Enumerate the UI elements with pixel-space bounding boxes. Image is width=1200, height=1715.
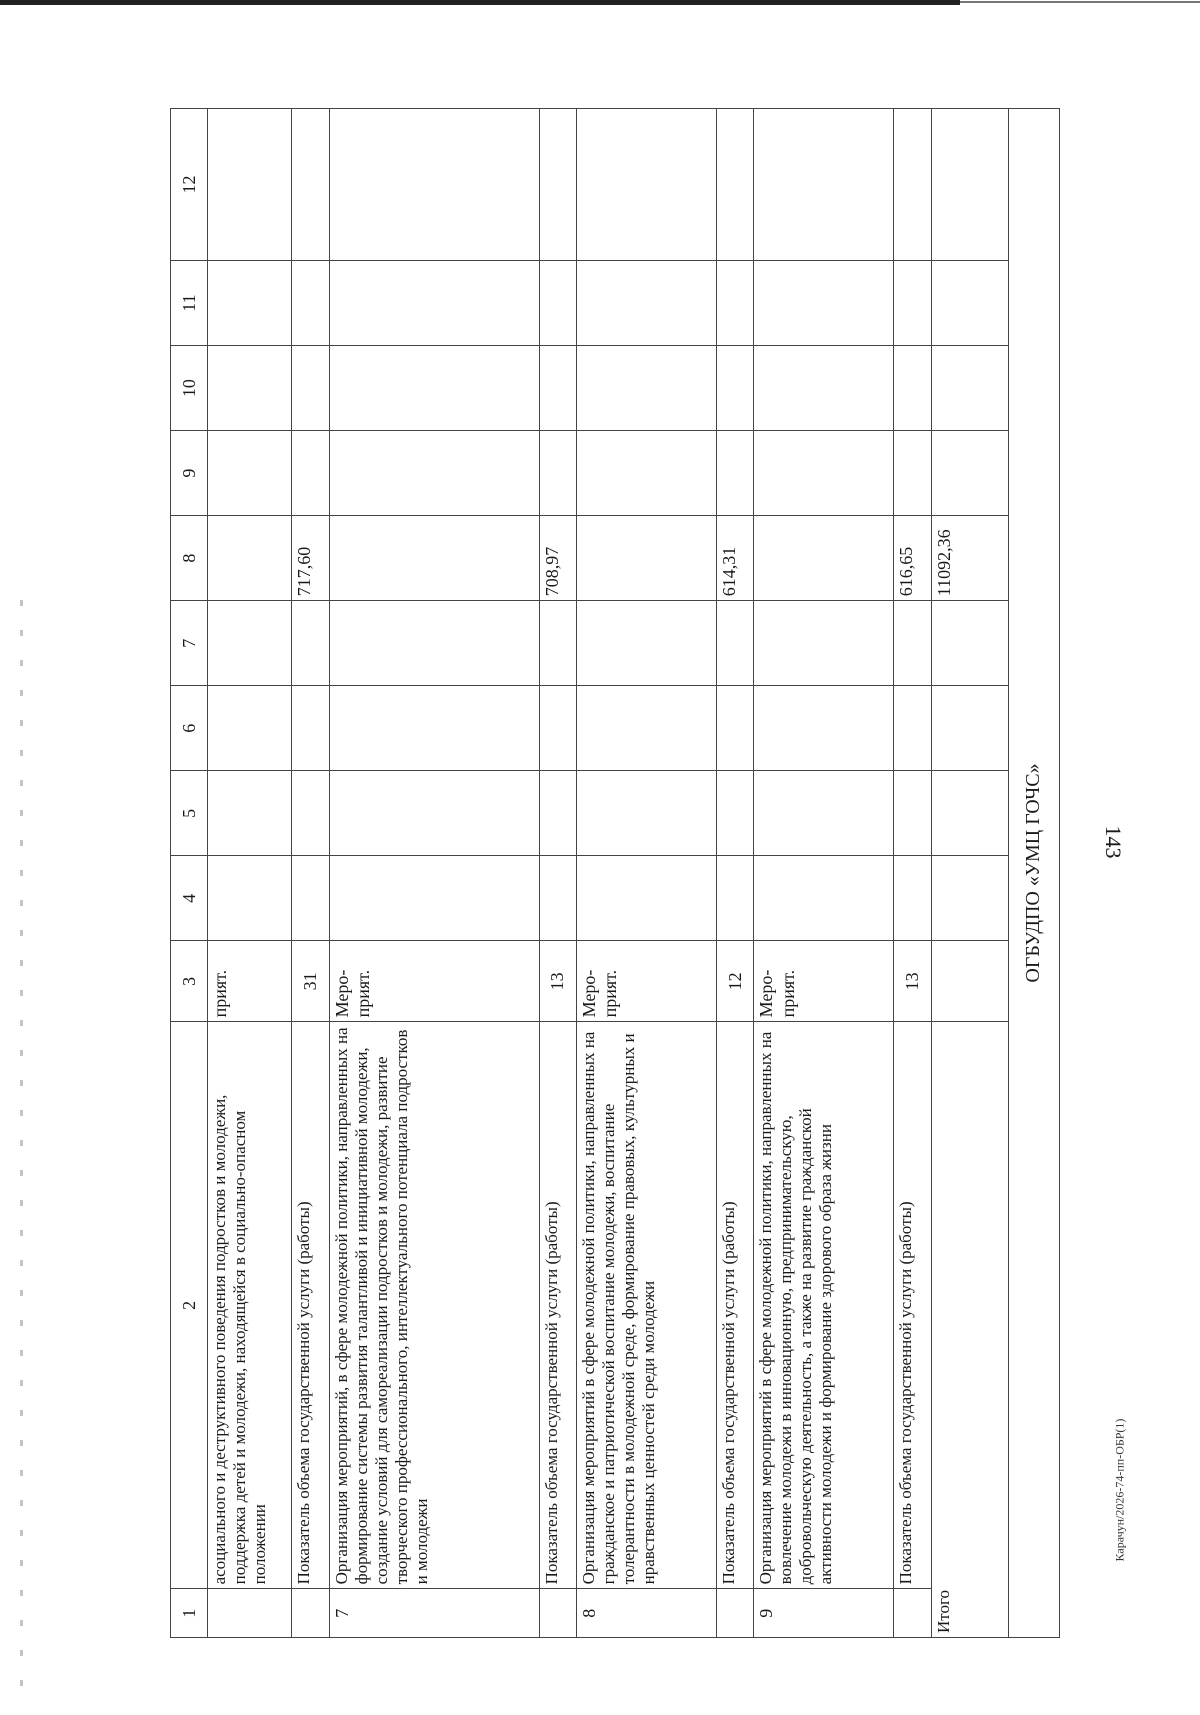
table-row xyxy=(894,109,931,1638)
row-description: Организация мероприятий, в сфере молодежной политики, направленных на формирование системы развития талантливой и инициативной молодежи, создание условий для самореализации подростков и молодежи, развитие творческого профессионального, интеллектуального потенциала подростков и молодежи xyxy=(329,1022,539,1589)
row-unit: 31 xyxy=(292,941,329,1022)
row-value xyxy=(329,516,539,601)
row-value xyxy=(576,516,716,601)
row-value: 708,97 xyxy=(539,516,576,601)
table-row xyxy=(716,109,753,1638)
row-number xyxy=(292,1589,329,1638)
row-value: 614,31 xyxy=(716,516,753,601)
row-description: Показатель объема государственной услуги (работы) xyxy=(716,1022,753,1589)
total-row xyxy=(931,109,1008,1638)
table-row xyxy=(329,109,539,1638)
data-table xyxy=(170,108,1060,1638)
page-number: 143 xyxy=(1101,825,1126,859)
row-unit: Меро-прият. xyxy=(576,941,716,1022)
header-cell: 8 xyxy=(171,516,208,601)
table-row xyxy=(208,109,292,1638)
header-cell: 4 xyxy=(171,856,208,941)
row-value xyxy=(754,516,894,601)
row-number xyxy=(539,1589,576,1638)
table-row xyxy=(539,109,576,1638)
org-footer: ОГБУДПО «УМЦ ГОЧС» xyxy=(1008,109,1059,1638)
row-number xyxy=(716,1589,753,1638)
header-cell: 11 xyxy=(171,261,208,346)
row-value xyxy=(208,516,292,601)
header-cell: 2 xyxy=(171,1022,208,1589)
table-row xyxy=(754,109,894,1638)
row-description: Показатель объема государственной услуги (работы) xyxy=(894,1022,931,1589)
scan-edge-left xyxy=(20,600,23,1710)
row-description: Показатель объема государственной услуги (работы) xyxy=(539,1022,576,1589)
rotated-document-table xyxy=(170,108,1060,1638)
header-cell: 10 xyxy=(171,346,208,431)
table-row xyxy=(576,109,716,1638)
header-cell: 7 xyxy=(171,601,208,686)
row-number: 9 xyxy=(754,1589,894,1638)
header-cell: 9 xyxy=(171,431,208,516)
row-unit: Меро-прият. xyxy=(754,941,894,1022)
row-unit: 13 xyxy=(539,941,576,1022)
scan-edge-top xyxy=(0,0,960,5)
row-unit: 12 xyxy=(716,941,753,1022)
header-cell: 5 xyxy=(171,771,208,856)
row-unit: Меро-прият. xyxy=(329,941,539,1022)
row-description: Организация мероприятий в сфере молодежной политики, направленных на вовлечение молодежи в инновационную, предпринимательскую, добровольческую деятельность, а также на развитие гражданской активности молодежи и формирование здорового образа жизни xyxy=(754,1022,894,1589)
row-number: 8 xyxy=(576,1589,716,1638)
row-description: Показатель объема государственной услуги (работы) xyxy=(292,1022,329,1589)
row-value: 717,60 xyxy=(292,516,329,601)
row-description: Организация мероприятий в сфере молодежной политики, направленных на гражданское и патриотической воспитание молодежи, воспитание толерантности в молодежной среде, формирование правовых, культурных и нравственных ценностей среди молодежи xyxy=(576,1022,716,1589)
row-unit: прият. xyxy=(208,941,292,1022)
table-row xyxy=(292,109,329,1638)
header-cell: 12 xyxy=(171,109,208,261)
row-number: 7 xyxy=(329,1589,539,1638)
header-row xyxy=(171,109,208,1638)
scan-edge-top-thin xyxy=(960,1,1200,3)
row-number xyxy=(894,1589,931,1638)
total-label: Итого xyxy=(931,1022,1008,1638)
header-cell: 3 xyxy=(171,941,208,1022)
row-description: асоциального и деструктивного поведения подростков и молодежи, поддержка детей и молодежи, находящейся в социально-опасном положении xyxy=(208,1022,292,1589)
document-code: Карачун/2026-74-пп-ОБР(1) xyxy=(1112,1418,1127,1562)
row-unit: 13 xyxy=(894,941,931,1022)
row-value: 616,65 xyxy=(894,516,931,601)
header-cell: 1 xyxy=(171,1589,208,1638)
footer-row xyxy=(1008,109,1059,1638)
header-cell: 6 xyxy=(171,686,208,771)
total-value: 11092,36 xyxy=(931,516,1008,601)
row-number xyxy=(208,1589,292,1638)
